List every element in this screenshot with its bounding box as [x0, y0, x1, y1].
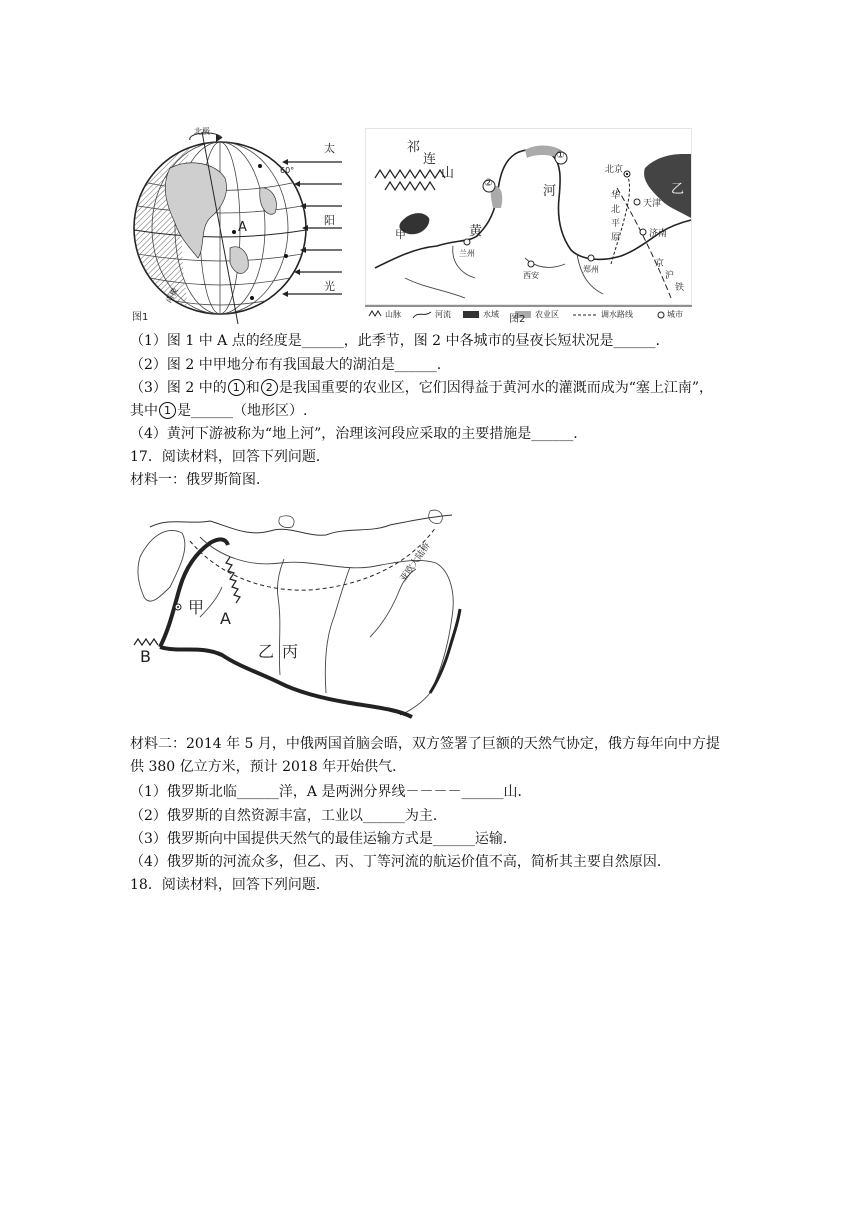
sun-char-3: 光	[324, 280, 335, 293]
qilian-char-1: 祁	[407, 140, 421, 155]
latitude-60-label: 60°	[280, 166, 295, 175]
q17-title: 17．阅读材料，回答下列问题．	[130, 449, 330, 465]
point-a-label: A	[238, 220, 247, 235]
q16-line-2: （2）图 2 中甲地分布有我国最大的湖泊是______.	[130, 357, 442, 373]
label-xian: 西安	[523, 271, 539, 280]
label-canal-3: 平	[611, 219, 621, 229]
q16-line-3-mid: 和	[245, 380, 260, 396]
q17-material-1: 材料一：俄罗斯简图．	[130, 472, 270, 488]
russia-label-b: B	[140, 647, 151, 666]
circle-1-icon: 1	[159, 402, 176, 419]
q18-title: 18．阅读材料，回答下列问题．	[130, 877, 330, 893]
label-circle-2: ②	[484, 178, 493, 189]
figure-2-caption: 图2	[509, 314, 526, 325]
label-canal-1: 华	[611, 191, 621, 201]
russia-label-jia: 甲	[188, 598, 205, 617]
russia-label-a: A	[220, 609, 231, 628]
circle-1-icon: 1	[228, 379, 245, 396]
label-zhengzhou: 郑州	[583, 265, 599, 274]
q16-line-3-pre: （3）图 2 中的	[130, 380, 227, 396]
q16-line-4	[130, 402, 307, 420]
label-rail-2: 沪	[665, 271, 675, 281]
legend-agri: 农业区	[535, 310, 559, 319]
figure-1-caption: 图1	[132, 312, 149, 323]
figure-row	[130, 128, 692, 324]
label-jinan: 济南	[649, 229, 668, 239]
q17-question-4: （4）俄罗斯的河流众多，但乙、丙、丁等河流的航运价值不高，简析其主要自然原因．	[130, 854, 671, 870]
label-circle-1: ①	[556, 150, 565, 161]
legend-city: 城市	[667, 310, 683, 319]
south-pole-label: 南极	[164, 286, 180, 305]
label-jia: 甲	[395, 228, 406, 241]
legend-water: 水域	[483, 310, 499, 319]
q16-line-5: （4）黄河下游被称为“地上河”，治理该河段应采取的主要措施是______.	[130, 426, 578, 442]
q16-line-3-post: 是我国重要的农业区，它们因得益于黄河水的灌溉而成为“塞上江南”，	[278, 380, 714, 396]
north-pole-label: 北极	[194, 127, 210, 136]
label-lanzhou: 兰州	[459, 249, 475, 258]
q16-line-3	[130, 379, 713, 397]
russia-label-railway: 亚欧大陆桥	[398, 541, 433, 584]
figure-1-globe	[130, 128, 355, 324]
figure-2-map	[365, 128, 692, 324]
label-yi: 乙	[671, 182, 685, 197]
legend-river: 河流	[435, 310, 451, 319]
label-huang: 黄	[469, 224, 483, 239]
q16-line-4-pre: 其中	[130, 403, 158, 419]
qilian-char-3: 山	[441, 166, 455, 181]
q16-line-4-post: 是______（地形区）.	[177, 403, 308, 419]
legend-transfer: 调水路线	[601, 310, 633, 319]
sun-char-2: 阳	[324, 214, 335, 227]
q17-question-3: （3）俄罗斯向中国提供天然气的最佳运输方式是______运输．	[130, 831, 517, 847]
q17-material-2: 材料二：2014 年 5 月，中俄两国首脑会晤，双方签署了巨额的天然气协定，俄方每年向中方提供 380 亿立方米，预计 2018 年开始供气．	[130, 736, 720, 775]
label-canal-4: 原	[611, 233, 621, 243]
q16-line-1: （1）图 1 中 A 点的经度是______，此季节，图 2 中各城市的昼夜长短状况是______.	[130, 333, 660, 349]
q17-question-2: （2）俄罗斯的自然资源丰富，工业以______为主．	[130, 808, 447, 824]
label-he: 河	[543, 184, 557, 199]
circle-2-icon: 2	[261, 379, 278, 396]
label-tianjin: 天津	[643, 199, 662, 209]
sun-char-1: 太	[324, 142, 335, 155]
russia-label-bing: 丙	[282, 642, 299, 661]
legend-mountain: 山脉	[385, 310, 401, 319]
q17-question-1: （1）俄罗斯北临______洋，A 是两洲分界线－－－－______山．	[130, 784, 532, 800]
russia-map	[130, 497, 464, 725]
russia-label-yi: 乙	[258, 642, 275, 661]
label-rail-1: 京	[655, 259, 665, 269]
label-canal-2: 北	[611, 205, 621, 215]
label-rail-3: 铁	[675, 283, 685, 293]
qilian-char-2: 连	[423, 152, 437, 167]
label-beijing: 北京	[605, 165, 624, 175]
